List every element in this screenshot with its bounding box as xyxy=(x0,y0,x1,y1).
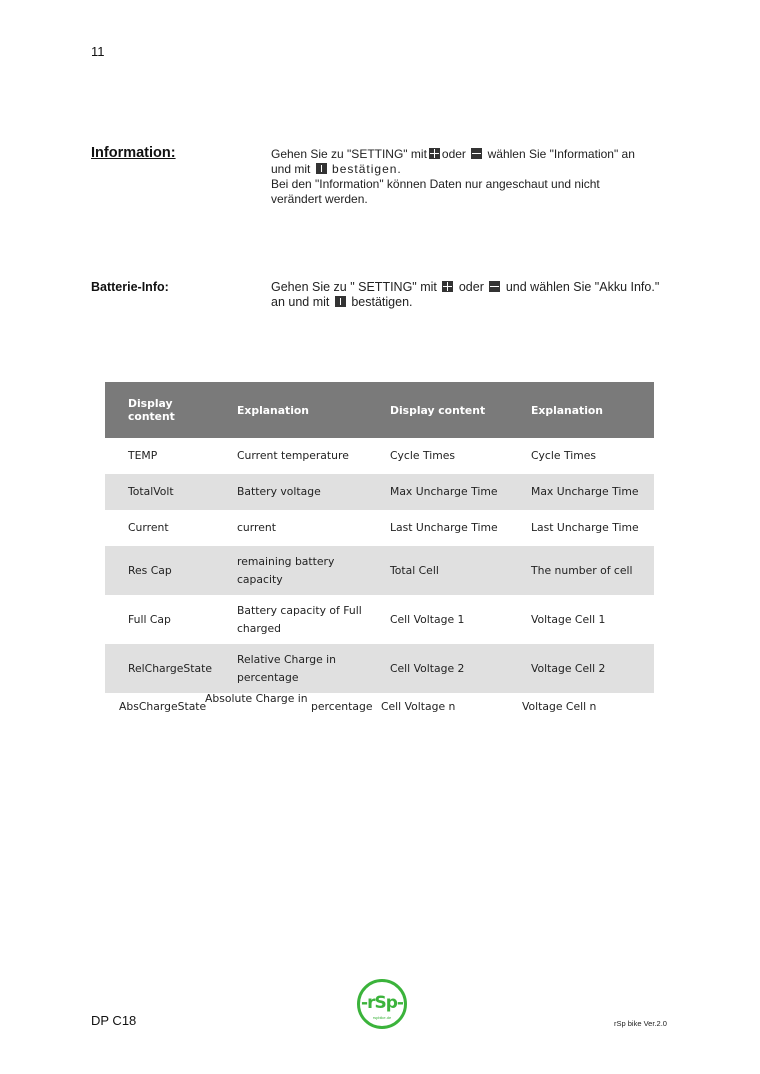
table-cell: current xyxy=(237,521,276,534)
information-line-4: verändert werden. xyxy=(271,192,368,206)
table-row xyxy=(105,595,654,644)
table-cell: TotalVolt xyxy=(105,474,214,510)
table-cell: Relative Charge in percentage xyxy=(214,644,367,693)
confirm-button-icon xyxy=(335,296,346,307)
logo-text: -rSp- xyxy=(361,993,403,1013)
information-line-2: und mit bestätigen. xyxy=(271,162,402,176)
table-cell: Full Cap xyxy=(128,612,171,626)
battery-info-heading: Batterie-Info: xyxy=(91,280,169,294)
plus-button-icon xyxy=(429,148,440,159)
battery-info-description xyxy=(271,280,671,310)
information-line-1: Gehen Sie zu "SETTING" mit oder wählen Sie "Information" an xyxy=(271,147,635,161)
table-row xyxy=(105,474,654,510)
table-cell: Cycle Times xyxy=(390,449,455,462)
table-cell: Battery capacity of Full charged xyxy=(237,603,362,635)
table-cell: Voltage Cell 1 xyxy=(531,612,606,626)
table-last-row xyxy=(105,692,654,720)
table-cell: Cell Voltage n xyxy=(381,700,456,713)
table-cell: Voltage Cell n xyxy=(522,700,597,713)
minus-button-icon xyxy=(471,148,482,159)
table-cell: TEMP xyxy=(128,449,158,462)
footer-version: rSp bike Ver.2.0 xyxy=(614,1019,667,1028)
plus-button-icon xyxy=(442,281,453,292)
table-cell: Voltage Cell 2 xyxy=(508,644,654,693)
header-explanation-2: Explanation xyxy=(508,382,654,438)
table-cell: Absolute Charge in xyxy=(205,692,308,705)
header-display-content-1: Display content xyxy=(105,382,214,438)
table-cell: Last Uncharge Time xyxy=(390,521,498,534)
battery-line-1: Gehen Sie zu " SETTING" mit oder und wählen Sie "Akku Info." xyxy=(271,280,660,294)
information-description xyxy=(271,147,671,207)
table-header-row xyxy=(105,382,654,438)
table-cell: The number of cell xyxy=(508,546,654,595)
confirm-button-icon xyxy=(316,163,327,174)
battery-info-table xyxy=(105,382,654,693)
table-row xyxy=(105,644,654,693)
footer-model: DP C18 xyxy=(91,1013,137,1028)
header-explanation-1: Explanation xyxy=(214,382,367,438)
table-row xyxy=(105,438,654,474)
table-row xyxy=(105,546,654,595)
table-cell: Cycle Times xyxy=(531,449,596,462)
logo-subtext: rspbike.de xyxy=(372,1015,392,1020)
table-cell: Max Uncharge Time xyxy=(367,474,508,510)
minus-button-icon xyxy=(489,281,500,292)
information-heading: Information: xyxy=(91,145,176,161)
rsp-logo xyxy=(357,979,407,1029)
header-display-content-2: Display content xyxy=(367,382,508,438)
battery-line-2: an und mit bestätigen. xyxy=(271,295,413,309)
table-cell: Battery voltage xyxy=(214,474,367,510)
table-cell: remaining battery capacity xyxy=(214,546,367,595)
table-cell: Max Uncharge Time xyxy=(508,474,654,510)
table-cell: Current temperature xyxy=(237,449,349,462)
table-cell: Last Uncharge Time xyxy=(531,521,639,534)
table-cell: Res Cap xyxy=(105,546,214,595)
table-cell: Cell Voltage 2 xyxy=(367,644,508,693)
table-cell: AbsChargeState xyxy=(119,700,207,713)
table-cell: Cell Voltage 1 xyxy=(390,612,465,626)
table-row xyxy=(105,510,654,546)
table-cell: RelChargeState xyxy=(105,644,214,693)
page-number: 11 xyxy=(91,44,105,59)
table-cell: Total Cell xyxy=(367,546,508,595)
table-cell: Current xyxy=(128,521,169,534)
table-cell: percentage xyxy=(311,700,373,713)
information-line-3: Bei den "Information" können Daten nur angeschaut und nicht xyxy=(271,177,600,191)
